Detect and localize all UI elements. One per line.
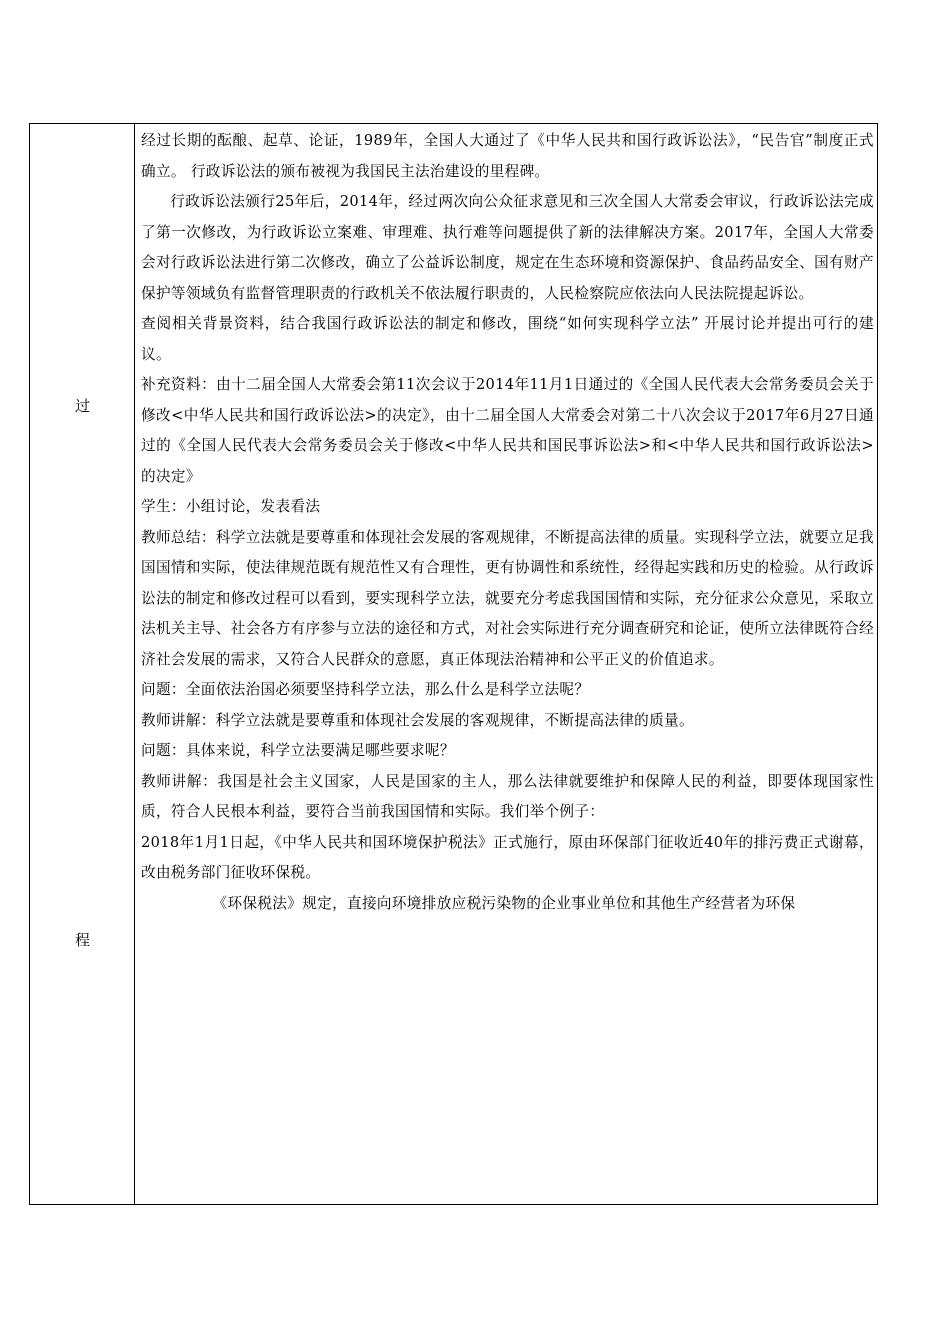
paragraph-question-2: 问题：具体来说，科学立法要满足哪些要求呢？ xyxy=(141,742,455,759)
lesson-table xyxy=(29,123,878,1205)
column-divider xyxy=(134,124,135,1204)
paragraph-question-1: 问题：全面依法治国必须要坚持科学立法，那么什么是科学立法呢？ xyxy=(141,681,590,698)
paragraph-supplement: 补充资料：由十二届全国人大常委会第11次会议于2014年11月1日通过的《全国人民代表大会常务委员会关于修改<中华人民共和国行政诉讼法>的决定》，由十二届全国人大常委会对第二十八次会议于2017年6月27日通过的《全国人民代表大会常务委员会关于修改<中华人民共和国民事诉讼法>和<中华人民共和国行政诉讼法>的决定》 xyxy=(141,376,874,485)
paragraph-task: 查阅相关背景资料，结合我国行政诉讼法的制定和修改，围绕“如何实现科学立法” 开展讨论并提出可行的建议。 xyxy=(141,315,874,363)
paragraph-teacher-explain-2: 教师讲解：我国是社会主义国家，人民是国家的主人，那么法律就要维护和保障人民的利益，即要体现国家性质，符合人民根本利益，要符合当前我国国情和实际。我们举个例子： xyxy=(141,772,874,820)
paragraph-teacher-summary: 教师总结：科学立法就是要尊重和体现社会发展的客观规律，不断提高法律的质量。实现科学立法，就要立足我国国情和实际，使法律规范既有规范性又有合理性，更有协调性和系统性，经得起实践和历史的检验。从行政诉讼法的制定和修改过程可以看到，要实现科学立法，就要充分考虑我国国情和实际，充分征求公众意见，采取立法机关主导、社会各方有序参与立法的途径和方式，对社会实际进行充分调查研究和论证，使所立法律既符合经济社会发展的需求，又符合人民群众的意愿，真正体现法治精神和公平正义的价值追求。 xyxy=(141,528,874,668)
row-label-char-2: 程 xyxy=(74,931,90,949)
process-content xyxy=(141,126,874,919)
paragraph-teacher-explain-1: 教师讲解：科学立法就是要尊重和体现社会发展的客观规律，不断提高法律的质量。 xyxy=(141,711,694,729)
paragraph-student: 学生：小组讨论，发表看法 xyxy=(141,498,321,515)
paragraph-revisions: 行政诉讼法颁行25年后，2014年，经过两次向公众征求意见和三次全国人大常委会审议，行政诉讼法完成了第一次修改，为行政诉讼立案难、审理难、执行难等问题提供了新的法律解决方案。2017年，全国人大常委会对行政诉讼法进行第二次修改，确立了公益诉讼制度，规定在生态环境和资源保护、食品药品安全、国有财产保护等领域负有监督管理职责的行政机关不依法履行职责的，人民检察院应依法向人民法院提起诉讼。 xyxy=(141,193,874,302)
paragraph-example: 2018年1月1日起，《中华人民共和国环境保护税法》正式施行，原由环保部门征收近40年的排污费正式谢幕，改由税务部门征收环保税。 xyxy=(141,833,874,881)
paragraph-history: 经过长期的酝酿、起草、论证，1989年，全国人大通过了《中华人民共和国行政诉讼法》，“民告官”制度正式确立。 行政诉讼法的颁布被视为我国民主法治建设的里程碑。 xyxy=(141,132,874,180)
row-label-char-1: 过 xyxy=(74,397,90,415)
paragraph-env-tax-law: 《环保税法》规定，直接向环境排放应税污染物的企业事业单位和其他生产经营者为环保 xyxy=(212,894,796,912)
